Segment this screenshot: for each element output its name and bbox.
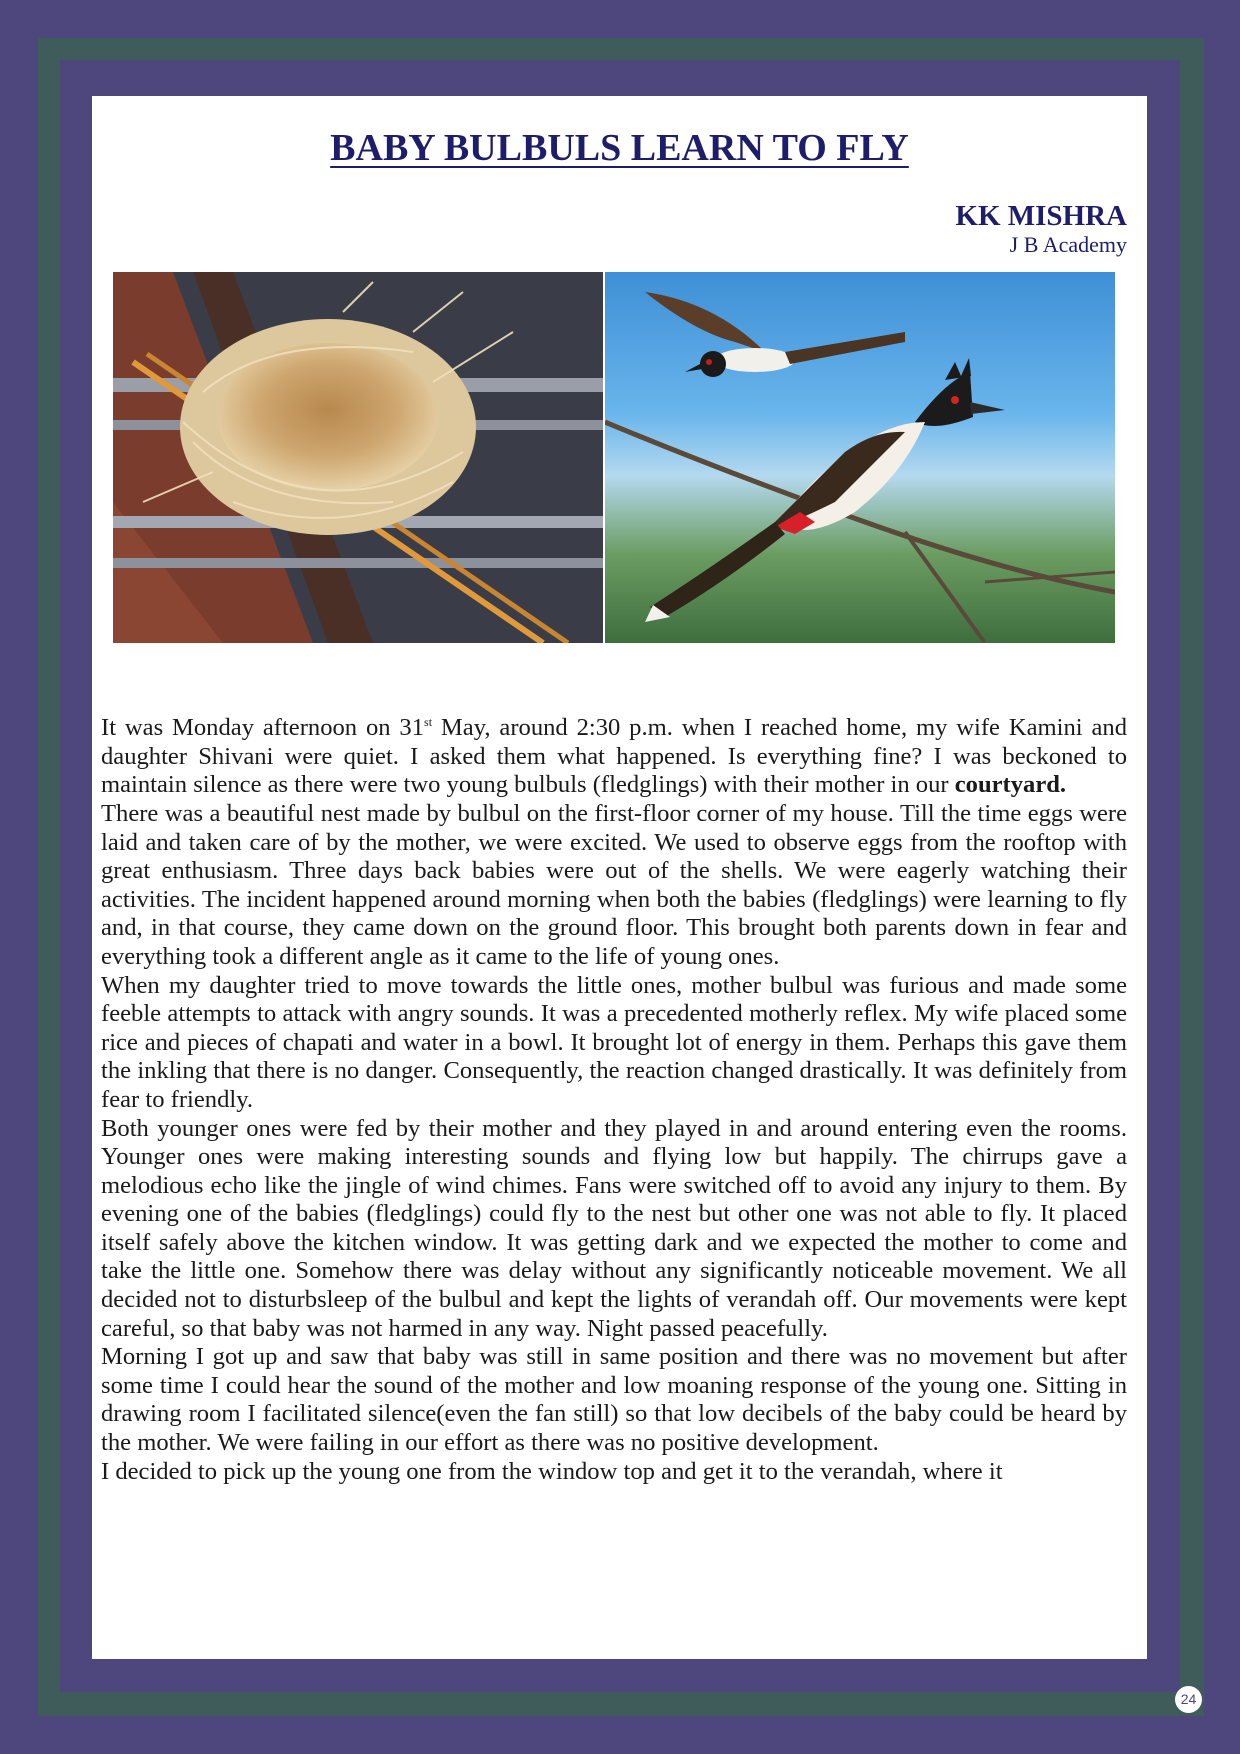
paragraph-2: There was a beautiful nest made by bulbul on the first-floor corner of my house. Till the time eggs were laid and taken care of by the mother, we were excited. We used to observe eggs from the rooftop with great enthusiasm. Three days back babies were out of the shells. We were eagerly watching their activities. The incident happened around morning when both the babies (fledglings) were learning to fly and, in that course, they came down on the ground floor. This brought both parents down in fear and everything took a different angle as it came to the life of young ones. <box>101 799 1127 970</box>
paragraph-5: Morning I got up and saw that baby was still in same position and there was no movement but after some time I could hear the sound of the mother and low moaning response of the young one. Sitting in drawing room I facilitated silence(even the fan still) so that low decibels of the baby could be heard by the mother. We were failing in our effort as there was no positive development. <box>101 1343 1127 1457</box>
page-number: 24 <box>1175 1686 1202 1713</box>
bulbul-photo <box>605 272 1115 643</box>
author-school: J B Academy <box>1009 232 1127 257</box>
paragraph-6: I decided to pick up the young one from the window top and get it to the verandah, where it <box>101 1457 1003 1485</box>
article-page <box>92 96 1147 1659</box>
bold-courtyard: courtyard. <box>954 771 1067 799</box>
paragraph-3: When my daughter tried to move towards the little ones, mother bulbul was furious and made some feeble attempts to attack with angry sounds. It was a precedented motherly reflex. My wife placed some rice and pieces of chapati and water in a bowl. It brought lot of energy in them. Perhaps this gave them the inkling that there is no danger. Consequently, the reaction changed drastically. It was definitely from fear to friendly. <box>101 971 1127 1113</box>
author-block <box>955 200 1127 258</box>
author-name: KK MISHRA <box>955 200 1127 232</box>
article-title: BABY BULBULS LEARN TO FLY <box>330 127 909 169</box>
nest-illustration <box>113 272 603 643</box>
paragraph-1: It was Monday afternoon on 31st May, around 2:30 p.m. when I reached home, my wife Kamini and daughter Shivani were quiet. I asked them what happened. Is everything fine? I was beckoned to maintain silence as there were two young bulbuls (fledglings) with their mother in our courtyard. <box>101 714 1127 799</box>
date-suffix: st <box>424 715 433 729</box>
paragraph-4: Both younger ones were fed by their mother and they played in and around entering even the rooms. Younger ones were making interesting sounds and flying low but happily. The chirrups gave a melodious echo like the jingle of wind chimes. Fans were switched off to avoid any injury to them. By evening one of the babies (fledglings) could fly to the nest but other one was not able to fly. It placed itself safely above the kitchen window. It was getting dark and we expected the mother to come and take the little one. Somehow there was delay without any significantly noticeable movement. We all decided not to disturbsleep of the bulbul and kept the lights of verandah off. Our movements were kept careful, so that baby was not harmed in any way. Night passed peacefully. <box>101 1114 1127 1342</box>
bulbul-illustration <box>605 272 1115 643</box>
article-body <box>101 708 1127 1486</box>
photo-strip <box>113 272 1115 643</box>
nest-photo <box>113 272 603 643</box>
